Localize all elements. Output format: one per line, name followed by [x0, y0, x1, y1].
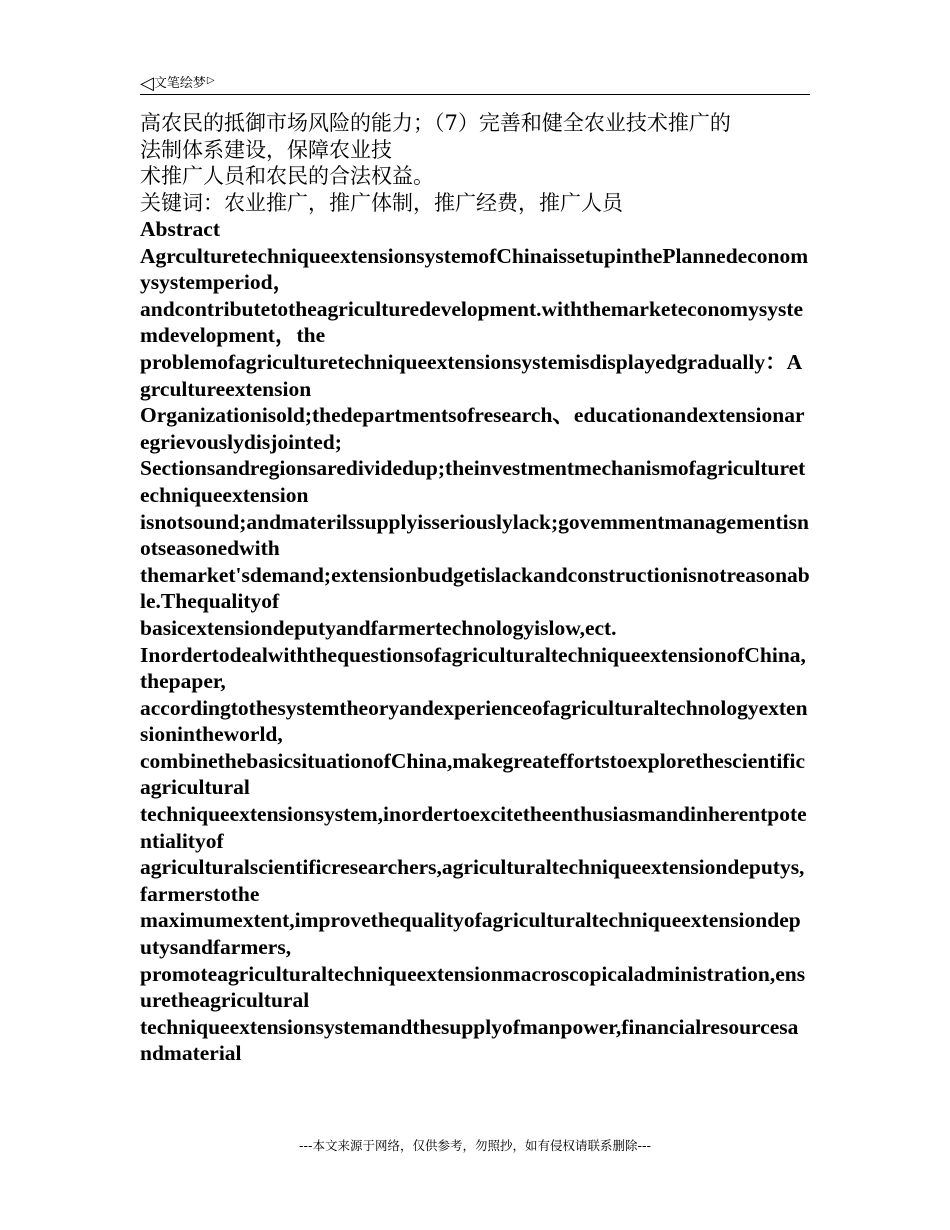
right-triangle-icon: ▷: [206, 75, 215, 86]
abstract-paragraph: accordingtothesystemtheoryandexperienceofagriculturaltechnologyextensionintheworld,: [140, 695, 808, 747]
abstract-paragraph: combinethebasicsituationofChina,makegreateffortstoexplorethescientificagricultural: [140, 748, 806, 800]
document-body: [140, 110, 810, 1067]
abstract-paragraph: techniqueextensionsystemandthesupplyofmanpower,financialresourcesandmaterial: [140, 1014, 799, 1066]
header-title: 文笔绘梦: [153, 76, 206, 91]
abstract-paragraph: InordertodealwiththequestionsofagriculturaltechniqueextensionofChina,thepaper,: [140, 642, 806, 694]
abstract-paragraph: Organizationisold;thedepartmentsofresearch、educationandextensionaregrievouslydisjointed;: [140, 403, 805, 454]
abstract-paragraph: andcontributetotheagriculturedevelopment.withthemarketeconomysystemdevelopment，the: [140, 296, 804, 348]
abstract-paragraph: AgrculturetechniqueextensionsystemofChinaissetupinthePlannedeconomysystemperiod，: [140, 243, 809, 295]
abstract-paragraph: isnotsound;andmaterilssupplyisseriouslylack;govemmentmanagementisnotseasonedwith: [140, 509, 809, 561]
abstract-section: [140, 216, 810, 1067]
chinese-text-line: 高农民的抵御市场风险的能力；（7）完善和健全农业技术推广的: [140, 111, 731, 135]
abstract-paragraph: promoteagriculturaltechniqueextensionmacroscopicaladministration,ensuretheagricultural: [140, 961, 806, 1013]
abstract-paragraph: techniqueextensionsystem,inordertoexcitetheenthusiasmandinherentpotentialityof: [140, 802, 807, 853]
left-triangle-icon: ◁: [140, 73, 154, 94]
chinese-text-line: 法制体系建设，保障农业技: [140, 137, 392, 162]
abstract-paragraph: maximumextent,improvethequalityofagriculturaltechniqueextensiondeputysandfarmers,: [140, 908, 801, 960]
page-footer: ---本文来源于网络，仅供参考，勿照抄，如有侵权请联系删除---: [298, 1138, 652, 1153]
page-header: [140, 72, 810, 95]
abstract-paragraph: Sectionsandregionsaredividedup;theinvestmentmechanismofagriculturetechniqueextension: [140, 456, 806, 507]
abstract-heading: Abstract: [140, 217, 221, 241]
abstract-paragraph: basicextensiondeputyandfarmertechnologyislow,ect.: [140, 615, 617, 640]
keywords-line: 关键词：农业推广，推广体制，推广经费，推广人员: [140, 190, 623, 215]
abstract-paragraph: themarket'sdemand;extensionbudgetislackandconstructionisnotreasonable.Thequalityof: [140, 562, 810, 614]
chinese-text-line: 术推广人员和农民的合法权益。: [140, 164, 434, 188]
abstract-paragraph: problemofagriculturetechniqueextensionsystemisdisplayedgradually：Agrcultureextension: [140, 349, 803, 401]
abstract-paragraph: agriculturalscientificresearchers,agriculturaltechniqueextensiondeputys,farmerstothe: [140, 855, 805, 906]
